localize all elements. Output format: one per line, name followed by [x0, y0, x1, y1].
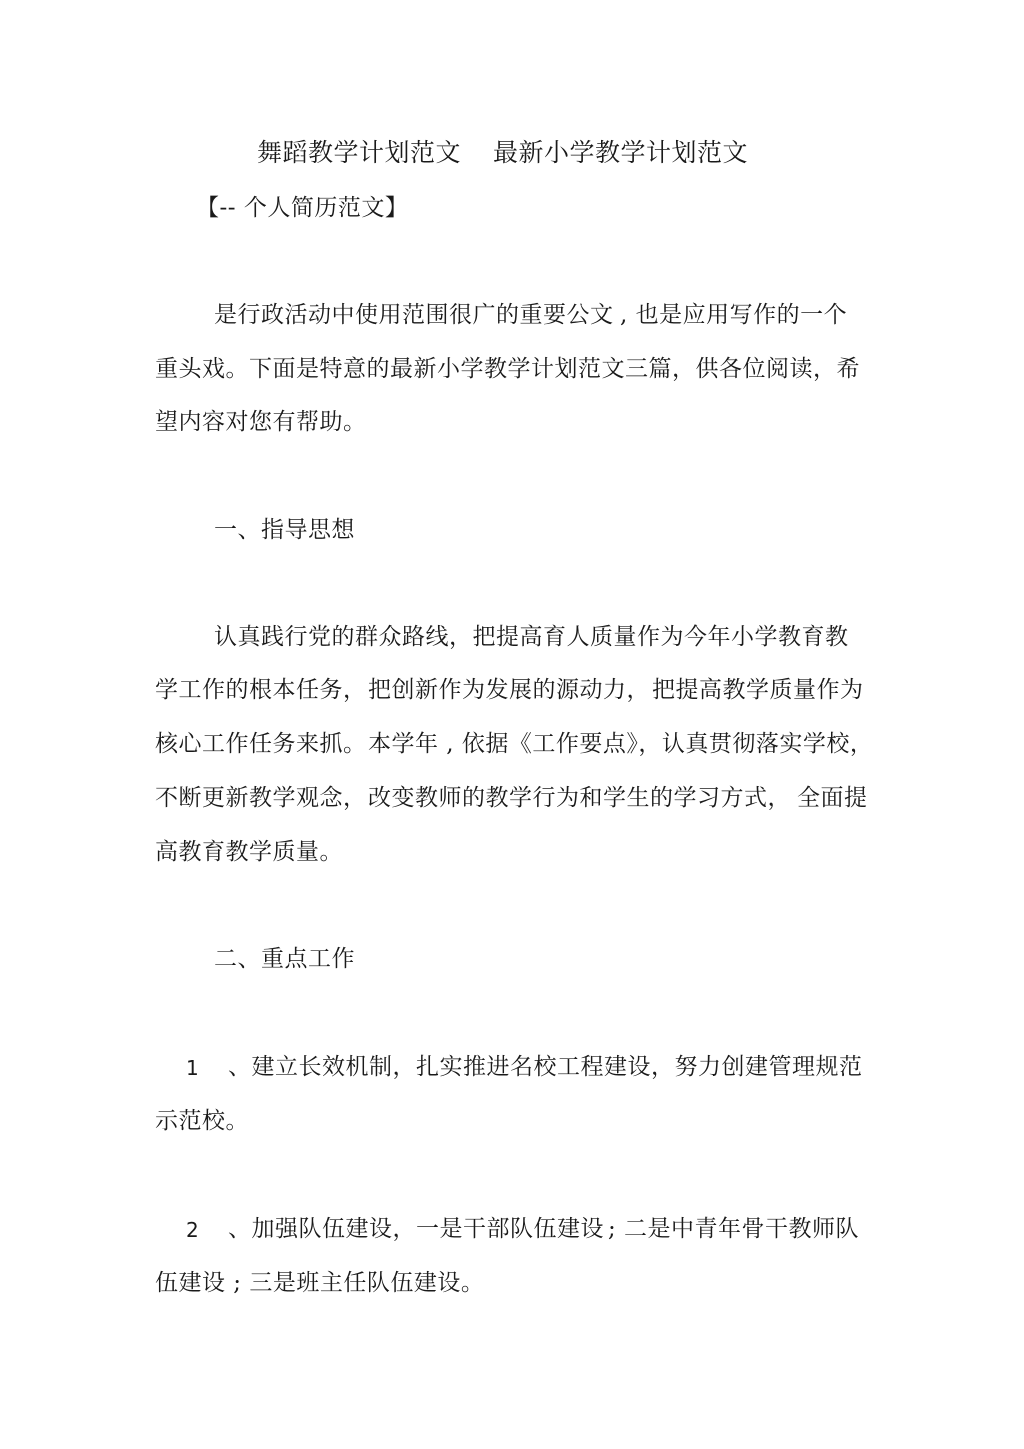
section1-line-2a: 学工作的根本任务，: [155, 677, 367, 703]
item2-number: 2: [186, 1218, 200, 1242]
section2-heading: 二、重点工作: [214, 946, 355, 972]
doc-title-part1: 舞蹈教学计划范文: [257, 138, 462, 167]
intro-line-1a: 是行政活动中使用范围很广的重要公文: [214, 302, 614, 328]
item1-line-2: 示范校。: [155, 1108, 249, 1134]
section1-line-5: 高教育教学质量。: [155, 839, 343, 865]
item2-line-1b: ; 二是中青年骨干教师队: [608, 1216, 860, 1242]
item2-line-1a: 、加强队伍建设，一是干部队伍建设: [228, 1216, 604, 1242]
doc-title-part2: 最新小学教学计划范文: [493, 138, 749, 167]
intro-line-1b: , 也是应用写作的一个: [620, 302, 848, 328]
section1-line-4b: 改变教师的教学行为和学生的学习方式，: [368, 785, 791, 811]
section1-line-3a: 核心工作任务来抓。: [155, 731, 367, 757]
item1-number: 1: [186, 1056, 200, 1080]
source-label: 【-- 个人简历范文】: [196, 195, 409, 221]
section1-line-2c: 把提高教学质量作为: [652, 677, 864, 703]
section1-line-2b: 把创新作为发展的源动力，: [368, 677, 650, 703]
intro-line-3: 望内容对您有帮助。: [155, 409, 367, 435]
intro-line-2: 重头戏。下面是特意的最新小学教学计划范文三篇，供各位阅读，希: [155, 356, 860, 382]
section1-line-1: 认真践行党的群众路线，把提高育人质量作为今年小学教育教: [214, 624, 849, 650]
section1-heading: 一、指导思想: [214, 517, 355, 543]
item2-line-2: 伍建设 ; 三是班主任队伍建设。: [155, 1270, 485, 1296]
item1-line-1: 、建立长效机制，扎实推进名校工程建设，努力创建管理规范: [228, 1054, 863, 1080]
section1-line-4a: 不断更新教学观念，: [155, 785, 367, 811]
section1-line-3b: 本学年 , 依据《工作要点》，认真贯彻落实学校，: [368, 731, 874, 757]
section1-line-4c: 全面提: [797, 785, 868, 811]
